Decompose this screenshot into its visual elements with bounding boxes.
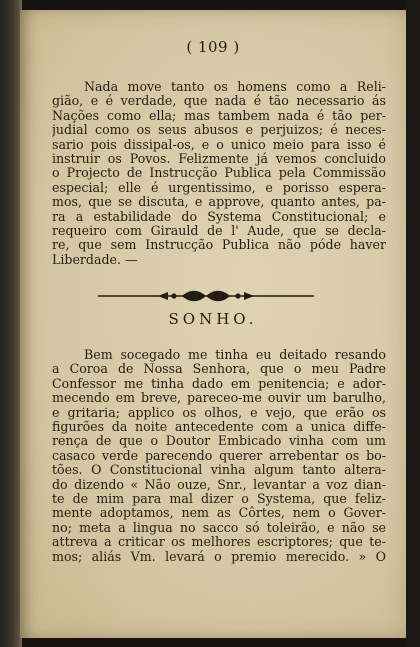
- text-line: sario pois dissipal-os, e o unico meio para isso é: [52, 137, 386, 152]
- text-line: re, que sem Instrucção Publica não póde haver: [52, 238, 386, 253]
- ornamental-divider: [98, 288, 314, 304]
- text-line: judial como os seus abusos e perjuizos; é neces-: [52, 123, 386, 138]
- book-spine: [0, 0, 22, 647]
- text-line: figurões da noite antecedente com a unica diffe-: [52, 420, 386, 435]
- text-line: do dizendo « Não ouze, Snr., levantar a voz dian-: [52, 477, 386, 492]
- paragraph-religion: [52, 80, 386, 267]
- text-line: instruir os Povos. Felizmente já vemos concluido: [52, 152, 386, 167]
- text-line: Liberdade. —: [52, 252, 138, 267]
- text-line: rença de que o Doutor Embicado vinha com um: [52, 434, 386, 449]
- text-line: mecendo em breve, pareceo-me ouvir um barulho,: [52, 391, 386, 406]
- text-line: gião, e é verdade, que nada é tão necessario ás: [52, 94, 386, 109]
- text-line: mos; aliás Vm. levará o premio merecido. » O: [52, 549, 386, 564]
- text-line: tões. O Constitucional vinha algum tanto altera-: [52, 463, 386, 478]
- text-line: o Projecto de Instrucção Publica pela Commissão: [52, 166, 386, 181]
- page-sheet: [20, 10, 406, 638]
- text-line: Bem socegado me tinha eu deitado resando: [84, 348, 386, 362]
- scan-edge: [406, 0, 420, 647]
- text-line: e gritaria; applico os olhos, e vejo, que erão os: [52, 405, 386, 420]
- text-line: Nada move tanto os homens como a Reli-: [84, 80, 386, 94]
- text-line: te de mim para mal dizer o Systema, que feliz-: [52, 492, 386, 507]
- text-line: especial; elle é urgentissimo, e porisso espera-: [52, 180, 386, 195]
- text-line: attreva a criticar os melhores escriptores; que te-: [52, 535, 386, 550]
- text-line: no; meta a lingua no sacco só toleirão, e não se: [52, 520, 386, 535]
- section-title: SONHO.: [168, 310, 258, 328]
- text-line: requeiro com Girauld de l' Aude, que se decla-: [52, 224, 386, 239]
- text-line: mente adoptamos, nem as Côrtes, nem o Gover-: [52, 506, 386, 521]
- text-line: Nações como ella; mas tambem nada é tão per-: [52, 108, 386, 123]
- page-number: ( 109 ): [186, 38, 240, 56]
- text-line: Confessor me tinha dado em penitencia; e ador-: [52, 376, 386, 391]
- text-line: ra a estabilidade do Systema Constitucional; e: [52, 209, 386, 224]
- text-line: casaco verde parecendo querer arrebentar os bo-: [52, 448, 386, 463]
- paragraph-sonho: [52, 348, 386, 564]
- text-line: mos, que se discuta, e approve, quanto antes, pa-: [52, 195, 386, 210]
- text-line: a Coroa de Nossa Senhora, que o meu Padre: [52, 362, 386, 377]
